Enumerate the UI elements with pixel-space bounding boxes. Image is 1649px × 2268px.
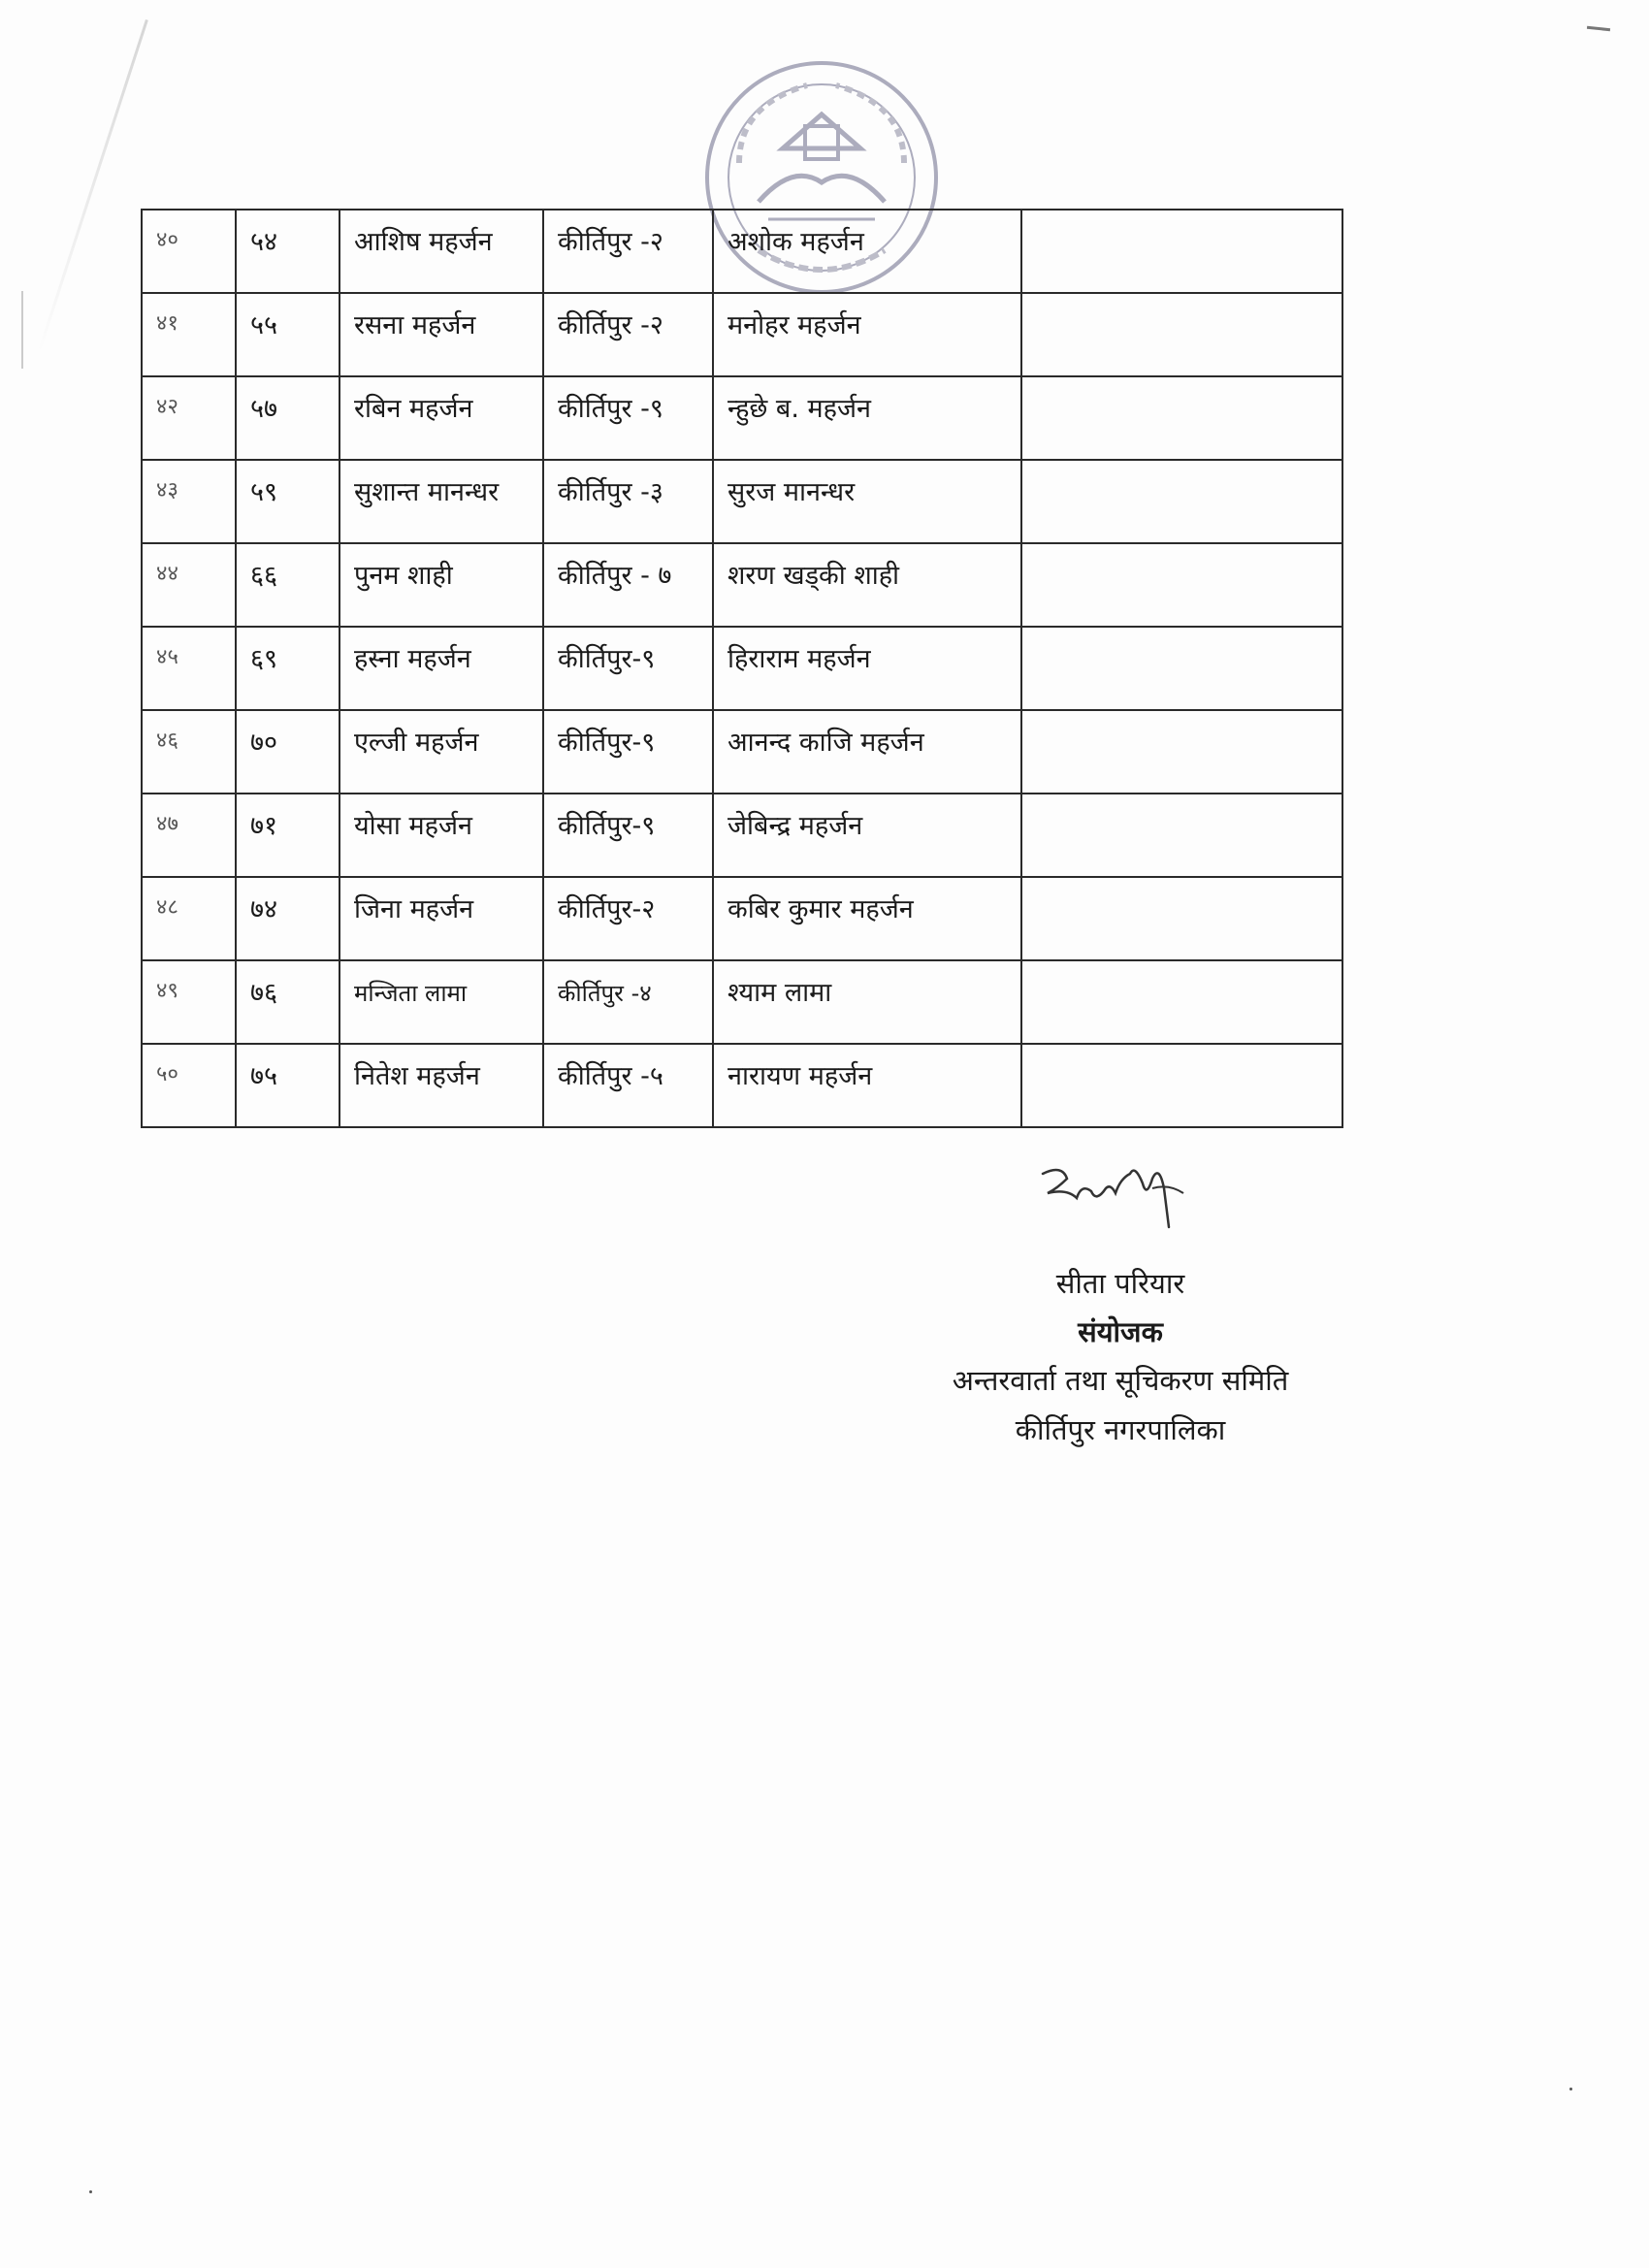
table-row [141, 878, 1343, 961]
table-row [141, 544, 1343, 628]
serial-number-cell: ४८ [141, 878, 235, 959]
address-cell: कीर्तिपुर-९ [542, 711, 712, 793]
remarks-cell [1020, 1045, 1343, 1126]
code-cell: ७४ [235, 878, 339, 959]
name-cell: आशिष महर्जन [339, 211, 542, 292]
scan-speck [1569, 2088, 1572, 2090]
code-cell: ५४ [235, 211, 339, 292]
guardian-cell: जेबिन्द्र महर्जन [712, 794, 1020, 876]
table-row [141, 1045, 1343, 1128]
name-cell: एल्जी महर्जन [339, 711, 542, 793]
name-cell: रबिन महर्जन [339, 377, 542, 459]
table-row [141, 961, 1343, 1045]
address-cell: कीर्तिपुर -५ [542, 1045, 712, 1126]
serial-number-cell: ४५ [141, 628, 235, 709]
scan-artifact-dash [1587, 26, 1610, 31]
signatory-role: संयोजक [1078, 1315, 1163, 1348]
code-cell: ५७ [235, 377, 339, 459]
serial-number-cell: ४७ [141, 794, 235, 876]
code-cell: ७६ [235, 961, 339, 1043]
name-cell: रसना महर्जन [339, 294, 542, 375]
guardian-cell: श्याम लामा [712, 961, 1020, 1043]
remarks-cell [1020, 294, 1343, 375]
remarks-cell [1020, 211, 1343, 292]
code-cell: ७५ [235, 1045, 339, 1126]
table-row [141, 294, 1343, 377]
guardian-cell: कबिर कुमार महर्जन [712, 878, 1020, 959]
address-cell: कीर्तिपुर -४ [542, 961, 712, 1043]
remarks-cell [1020, 628, 1343, 709]
name-cell: जिना महर्जन [339, 878, 542, 959]
signatory-committee: अन्तरवार्ता तथा सूचिकरण समिति [952, 1364, 1289, 1397]
address-cell: कीर्तिपुर-२ [542, 878, 712, 959]
scan-artifact-line [38, 19, 148, 352]
guardian-cell: न्हुछे ब. महर्जन [712, 377, 1020, 459]
guardian-cell: हिराराम महर्जन [712, 628, 1020, 709]
name-cell: पुनम शाही [339, 544, 542, 626]
handwritten-signature [1038, 1145, 1203, 1251]
remarks-cell [1020, 794, 1343, 876]
address-cell: कीर्तिपुर-९ [542, 794, 712, 876]
code-cell: ५५ [235, 294, 339, 375]
name-cell: योसा महर्जन [339, 794, 542, 876]
guardian-cell: मनोहर महर्जन [712, 294, 1020, 375]
guardian-cell: नारायण महर्जन [712, 1045, 1020, 1126]
table-row [141, 794, 1343, 878]
code-cell: ७१ [235, 794, 339, 876]
serial-number-cell: ४३ [141, 461, 235, 542]
serial-number-cell: ४१ [141, 294, 235, 375]
table-row [141, 711, 1343, 794]
name-cell: नितेश महर्जन [339, 1045, 542, 1126]
serial-number-cell: ४४ [141, 544, 235, 626]
address-cell: कीर्तिपुर -९ [542, 377, 712, 459]
remarks-cell [1020, 461, 1343, 542]
serial-number-cell: ५० [141, 1045, 235, 1126]
code-cell: ५९ [235, 461, 339, 542]
guardian-cell: आनन्द काजि महर्जन [712, 711, 1020, 793]
table-row [141, 377, 1343, 461]
serial-number-cell: ४९ [141, 961, 235, 1043]
name-cell: हस्ना महर्जन [339, 628, 542, 709]
guardian-cell: सुरज मानन्धर [712, 461, 1020, 542]
scan-speck [89, 2190, 92, 2193]
serial-number-cell: ४२ [141, 377, 235, 459]
serial-number-cell: ४६ [141, 711, 235, 793]
table-row [141, 461, 1343, 544]
candidate-table [141, 209, 1343, 1128]
address-cell: कीर्तिपुर -३ [542, 461, 712, 542]
table-row [141, 628, 1343, 711]
remarks-cell [1020, 711, 1343, 793]
code-cell: ६९ [235, 628, 339, 709]
table-row [141, 209, 1343, 294]
signatory-name: सीता परियार [1055, 1267, 1185, 1300]
remarks-cell [1020, 544, 1343, 626]
code-cell: ७० [235, 711, 339, 793]
remarks-cell [1020, 961, 1343, 1043]
guardian-cell: अशोक महर्जन [712, 211, 1020, 292]
address-cell: कीर्तिपुर -२ [542, 211, 712, 292]
name-cell: मन्जिता लामा [339, 961, 542, 1043]
address-cell: कीर्तिपुर -२ [542, 294, 712, 375]
guardian-cell: शरण खड्की शाही [712, 544, 1020, 626]
serial-number-cell: ४० [141, 211, 235, 292]
remarks-cell [1020, 878, 1343, 959]
name-cell: सुशान्त मानन्धर [339, 461, 542, 542]
signatory-municipality: कीर्तिपुर नगरपालिका [1015, 1413, 1226, 1446]
scan-artifact-edge [21, 291, 23, 369]
address-cell: कीर्तिपुर - ७ [542, 544, 712, 626]
code-cell: ६६ [235, 544, 339, 626]
remarks-cell [1020, 377, 1343, 459]
address-cell: कीर्तिपुर-९ [542, 628, 712, 709]
